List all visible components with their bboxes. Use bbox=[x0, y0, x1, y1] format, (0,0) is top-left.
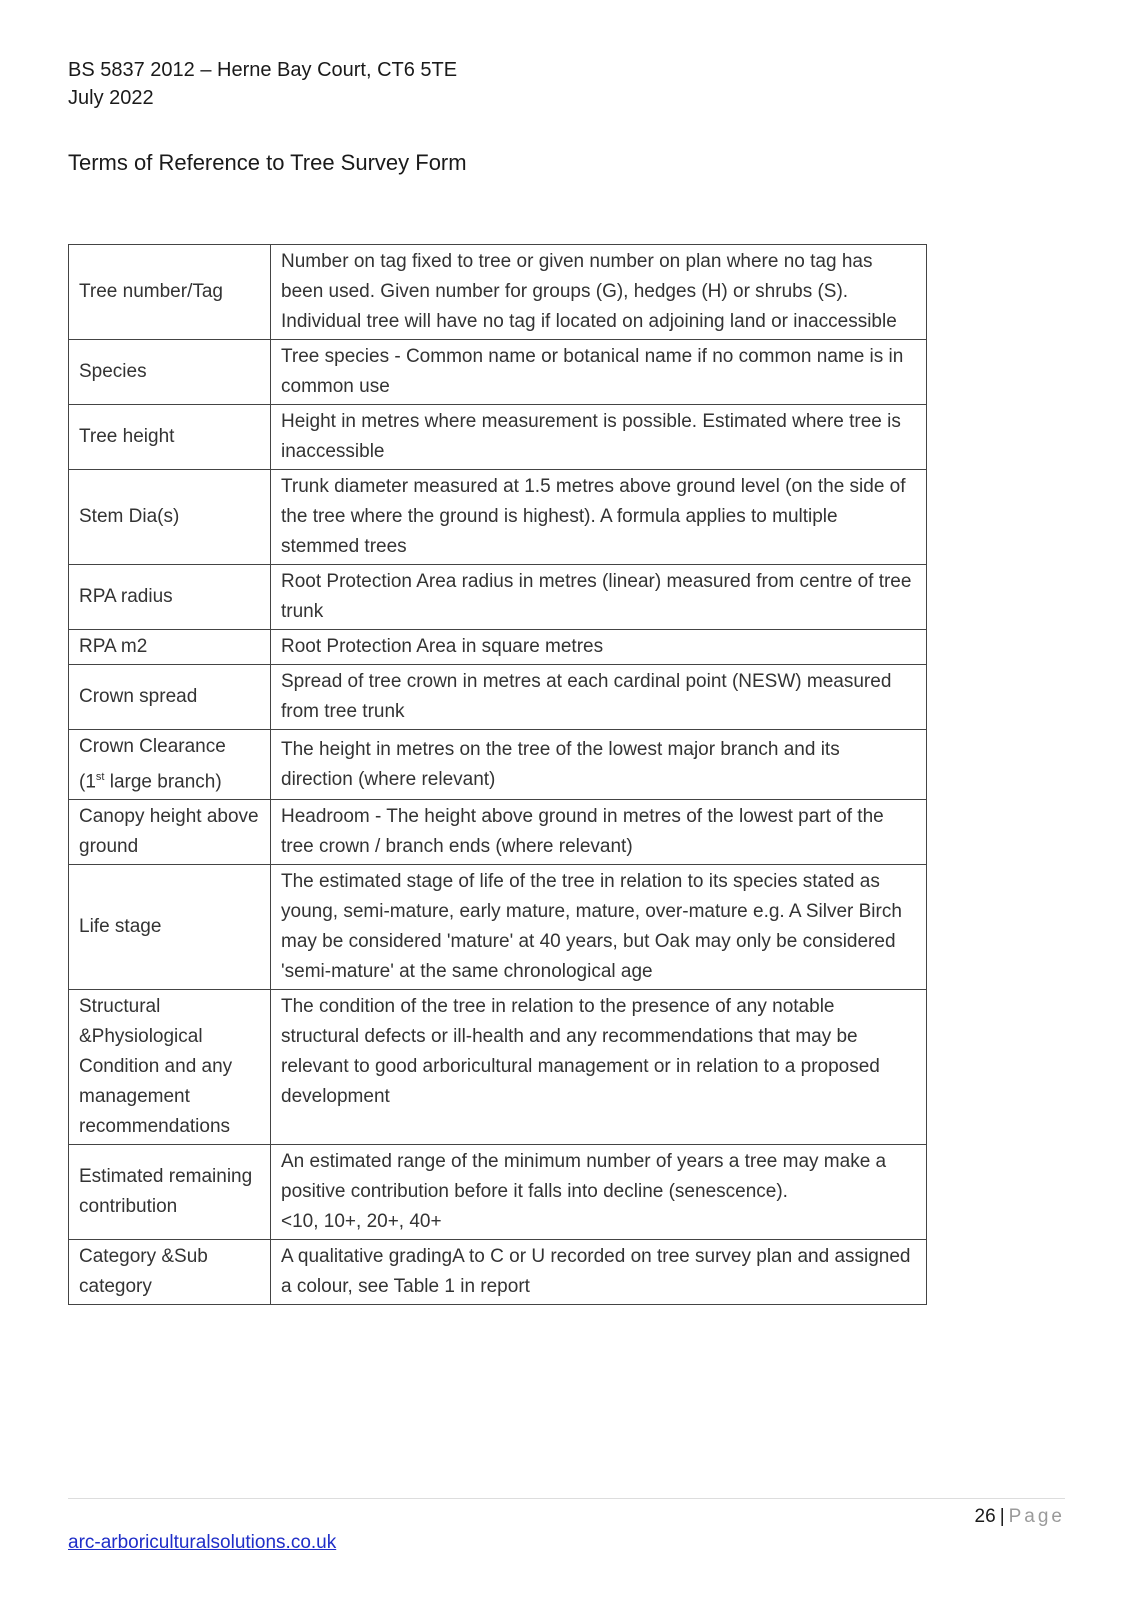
table-row bbox=[69, 990, 927, 1145]
definition-cell: The estimated stage of life of the tree in relation to its species stated as young, semi-mature, early mature, mature, over-mature e.g. A Silver Birch may be considered 'mature' at 40 years, but Oak may only be considered 'semi-mature' at the same chronological age bbox=[271, 865, 927, 990]
definition-cell: The height in metres on the tree of the lowest major branch and its direction (where relevant) bbox=[271, 730, 927, 800]
definition-cell: Root Protection Area radius in metres (linear) measured from centre of tree trunk bbox=[271, 565, 927, 630]
table-row bbox=[69, 565, 927, 630]
website-link[interactable]: arc-arboriculturalsolutions.co.uk bbox=[68, 1532, 337, 1553]
ordinal-suffix: st bbox=[95, 771, 105, 783]
term-suffix: large branch) bbox=[104, 771, 222, 793]
table-row bbox=[69, 1145, 927, 1240]
term-cell: Structural &Physiological Condition and any management recommendations bbox=[69, 990, 271, 1145]
table-row bbox=[69, 470, 927, 565]
term-cell: Species bbox=[69, 340, 271, 405]
definition-cell: Spread of tree crown in metres at each cardinal point (NESW) measured from tree trunk bbox=[271, 665, 927, 730]
section-title: Terms of Reference to Tree Survey Form bbox=[68, 150, 467, 175]
term-cell: Canopy height above ground bbox=[69, 800, 271, 865]
term-cell: RPA m2 bbox=[69, 630, 271, 665]
page-number bbox=[975, 1506, 1065, 1528]
table-row bbox=[69, 665, 927, 730]
table-row bbox=[69, 730, 927, 800]
header-title: BS 5837 2012 – Herne Bay Court, CT6 5TE bbox=[68, 59, 458, 81]
terms-of-reference-table bbox=[68, 244, 927, 1305]
term-cell: RPA radius bbox=[69, 565, 271, 630]
definition-cell: A qualitative gradingA to C or U recorded on tree survey plan and assigned a colour, see Table 1 in report bbox=[271, 1240, 927, 1305]
table-row bbox=[69, 245, 927, 340]
term-line: Crown Clearance bbox=[79, 736, 226, 757]
definition-cell: Number on tag fixed to tree or given number on plan where no tag has been used. Given number for groups (G), hedges (H) or shrubs (S). Individual tree will have no tag if located on adjoining land or inaccessible bbox=[271, 245, 927, 340]
definition-cell: Root Protection Area in square metres bbox=[271, 630, 927, 665]
definition-text: An estimated range of the minimum number of years a tree may make a positive contribution before it falls into decline (senescence). bbox=[281, 1151, 887, 1203]
term-cell: Tree number/Tag bbox=[69, 245, 271, 340]
table-row bbox=[69, 865, 927, 990]
table-row bbox=[69, 1240, 927, 1305]
term-cell: Life stage bbox=[69, 865, 271, 990]
term-cell: Category &Sub category bbox=[69, 1240, 271, 1305]
term-cell bbox=[69, 730, 271, 800]
definition-ranges: <10, 10+, 20+, 40+ bbox=[281, 1211, 442, 1233]
table-row bbox=[69, 800, 927, 865]
table-row bbox=[69, 340, 927, 405]
term-prefix: (1 bbox=[79, 771, 96, 793]
table-row bbox=[69, 405, 927, 470]
definition-cell: Height in metres where measurement is possible. Estimated where tree is inaccessible bbox=[271, 405, 927, 470]
term-cell: Crown spread bbox=[69, 665, 271, 730]
page-label: Page bbox=[1008, 1506, 1065, 1527]
document-header bbox=[68, 56, 457, 112]
definition-cell bbox=[271, 1145, 927, 1240]
page-separator: | bbox=[999, 1506, 1005, 1527]
term-cell: Estimated remaining contribution bbox=[69, 1145, 271, 1240]
table-row bbox=[69, 630, 927, 665]
footer-divider bbox=[68, 1498, 1065, 1499]
term-cell: Tree height bbox=[69, 405, 271, 470]
definition-cell: Trunk diameter measured at 1.5 metres above ground level (on the side of the tree where the ground is highest). A formula applies to multiple stemmed trees bbox=[271, 470, 927, 565]
definition-cell: The condition of the tree in relation to the presence of any notable structural defects or ill-health and any recommendations that may be relevant to good arboricultural management or in relation to a proposed development bbox=[271, 990, 927, 1145]
term-cell: Stem Dia(s) bbox=[69, 470, 271, 565]
header-date: July 2022 bbox=[68, 87, 154, 109]
page-number-value: 26 bbox=[974, 1506, 996, 1527]
definition-cell: Headroom - The height above ground in metres of the lowest part of the tree crown / branch ends (where relevant) bbox=[271, 800, 927, 865]
definition-cell: Tree species - Common name or botanical name if no common name is in common use bbox=[271, 340, 927, 405]
